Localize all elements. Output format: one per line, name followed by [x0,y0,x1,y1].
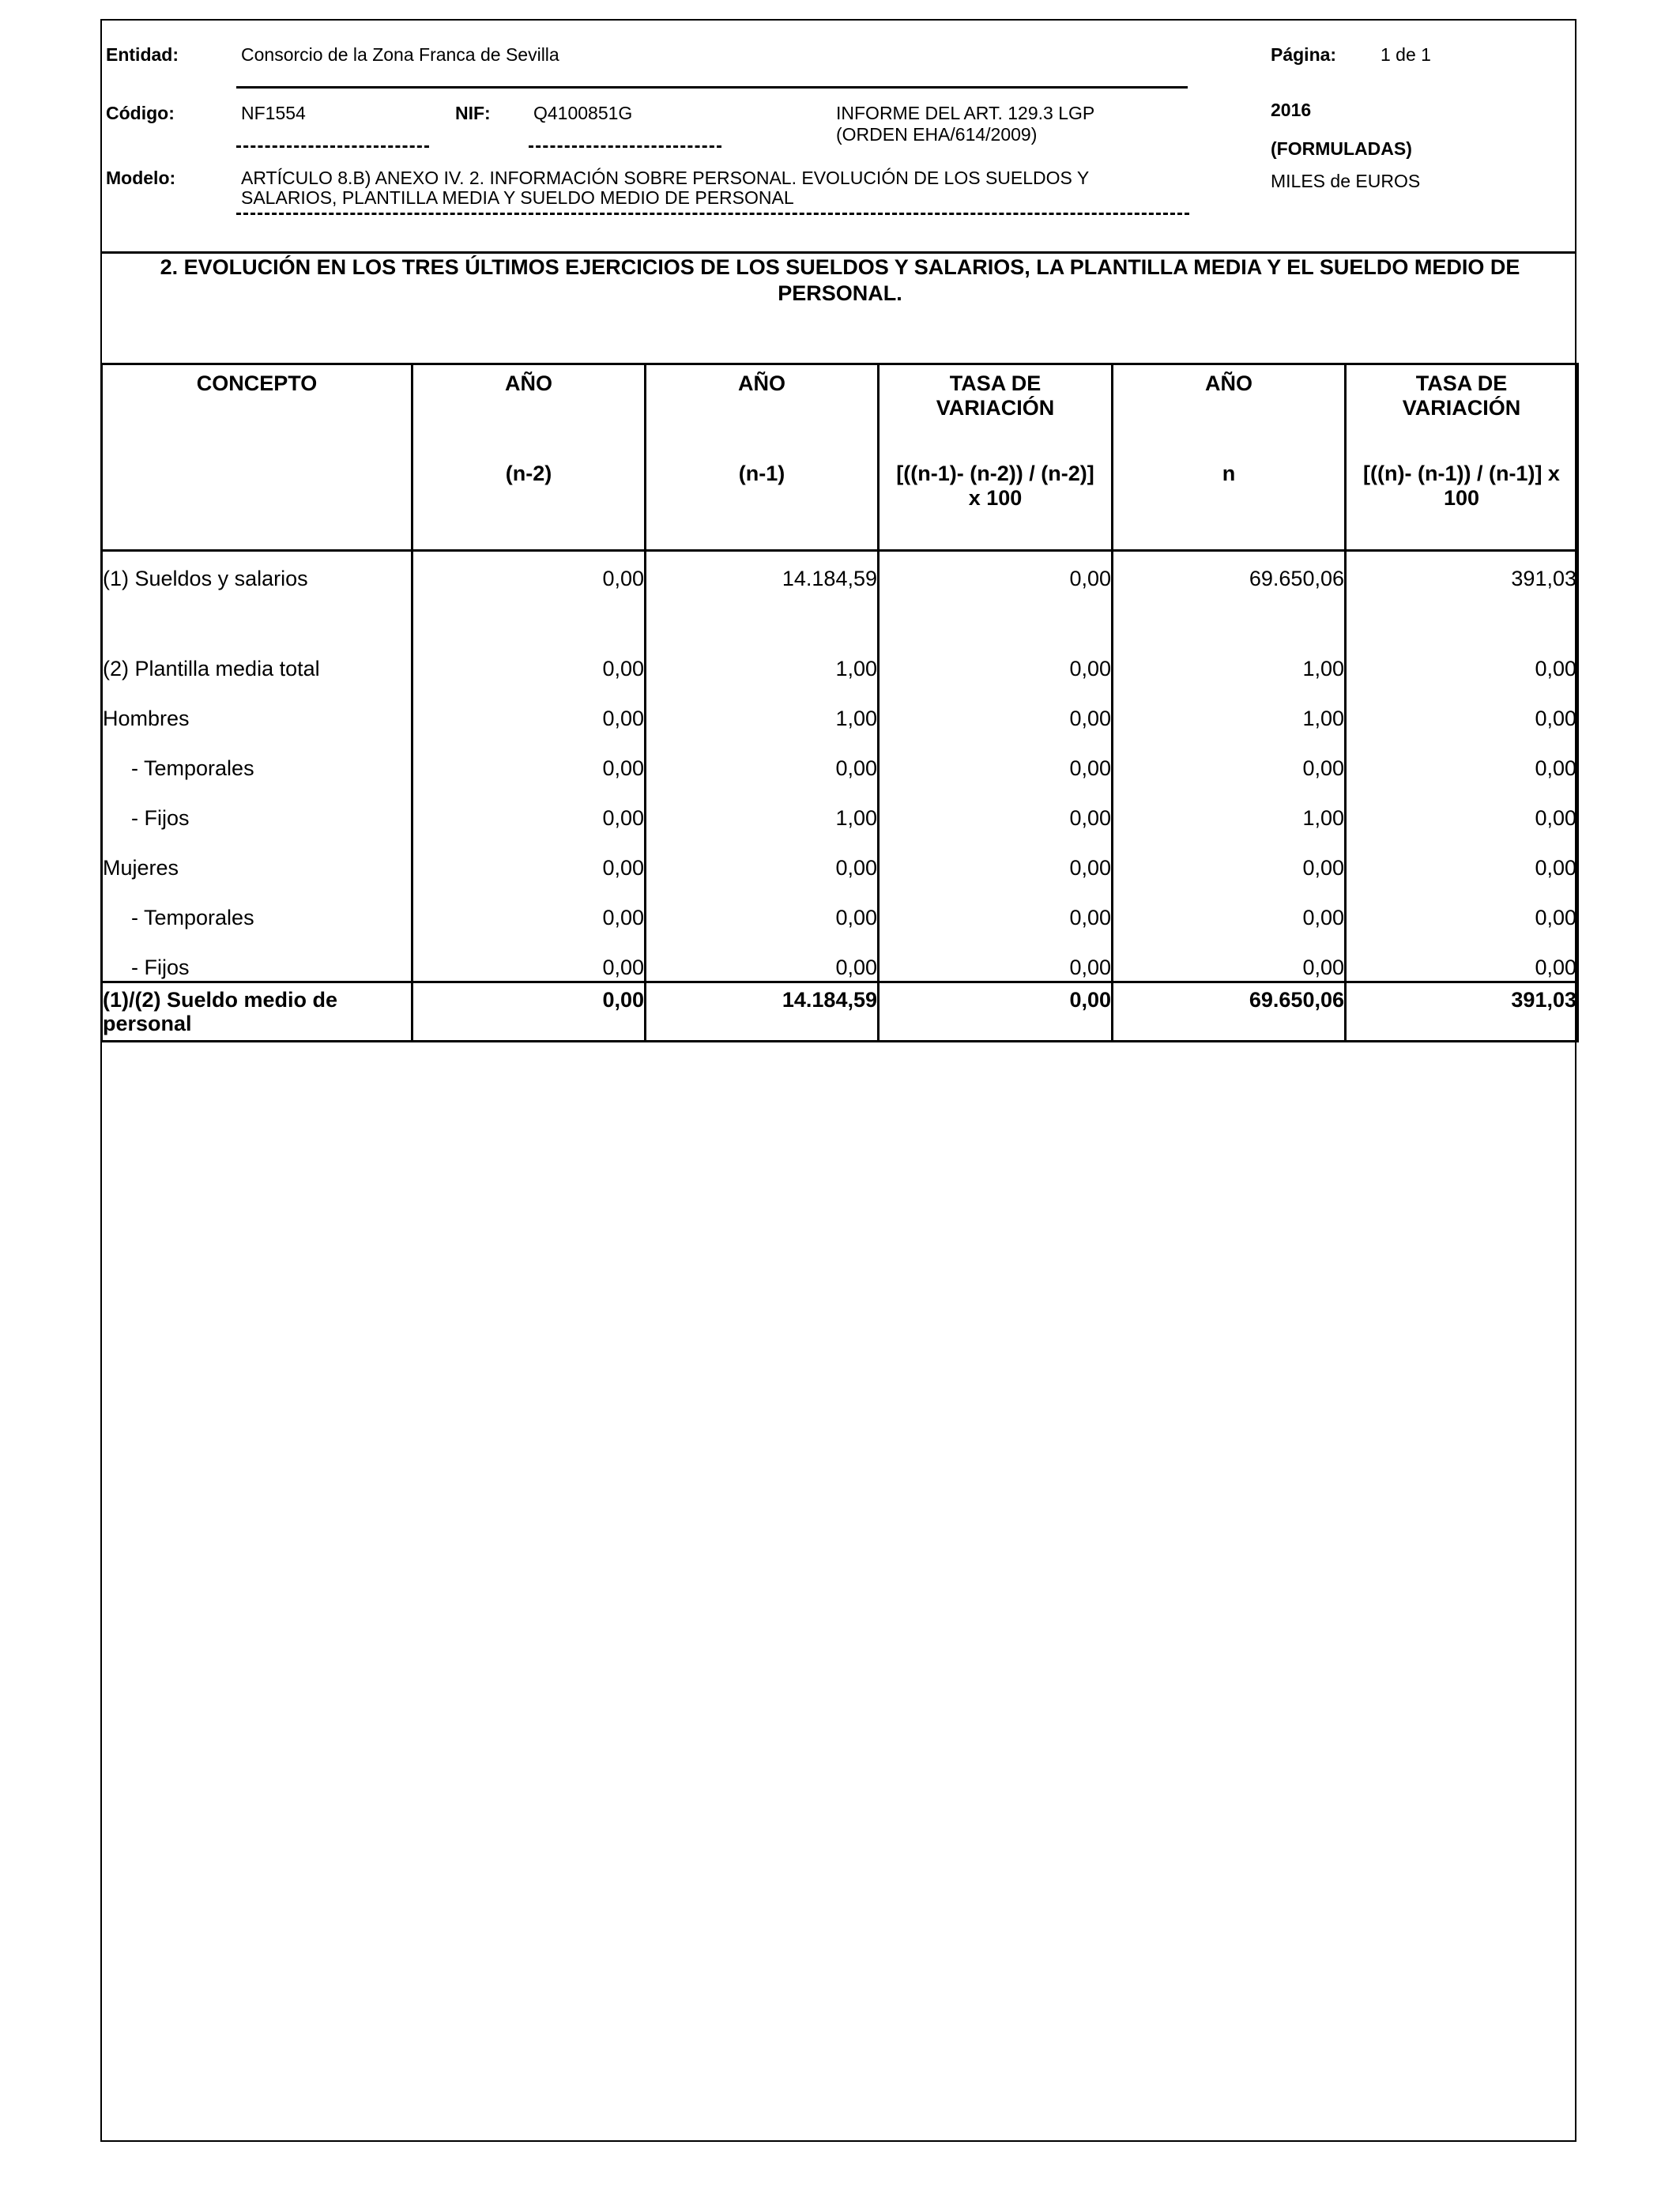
row-label: (1) Sueldos y salarios [103,567,308,590]
table-row [102,551,1578,651]
cell-value: 0,00 [1302,756,1344,780]
table-row [102,850,1578,899]
cell-value: 0,00 [602,806,644,830]
cell-value: 1,00 [835,806,877,830]
cell-value: 0,00 [1535,657,1576,680]
cell-value: 0,00 [1535,906,1576,929]
informe-line1: INFORME DEL ART. 129.3 LGP [836,103,1095,123]
cell-value: 0,00 [1302,856,1344,880]
cell-value: 0,00 [1302,956,1344,979]
section-title [119,254,1561,307]
modelo-line2: SALARIOS, PLANTILLA MEDIA Y SUELDO MEDIO DE PERSONAL [241,187,794,208]
cell-value: 1,00 [1302,657,1344,680]
cell-value: 69.650,06 [1249,567,1344,590]
row-label: - Fijos [131,806,190,830]
row-label: (2) Plantilla media total [103,657,320,680]
section-title-line2: PERSONAL. [778,281,902,305]
cell-value: 0,00 [602,567,644,590]
cell-value: 1,00 [835,707,877,730]
cell-value: 0,00 [1069,756,1111,780]
cell-value: 0,00 [835,906,877,929]
col-header-year-n2: AÑO (n-2) [412,364,646,551]
cell-value: 0,00 [602,906,644,929]
cell-value: 0,00 [602,956,644,979]
cell-value: 14.184,59 [782,567,877,590]
col-header-year-n: AÑO n [1113,364,1346,551]
cell-value: 0,00 [1535,707,1576,730]
table-row [102,800,1578,850]
cell-value: 0,00 [835,756,877,780]
cell-value: 0,00 [602,756,644,780]
total-value: 0,00 [602,988,644,1012]
pagina-label: Página: [1271,44,1337,65]
codigo-underline [236,145,429,148]
col-header-rate-1: TASA DE VARIACIÓN [((n-1)- (n-2)) / (n-2)] x 100 [879,364,1113,551]
cell-value: 1,00 [1302,707,1344,730]
row-label: - Fijos [131,956,190,979]
units: MILES de EUROS [1271,171,1421,191]
cell-value: 0,00 [602,707,644,730]
nif-underline [529,145,721,148]
col-header-concepto: CONCEPTO [102,364,412,551]
pagina-value: 1 de 1 [1381,44,1431,65]
personnel-table [100,363,1579,1042]
cell-value: 0,00 [1069,707,1111,730]
table-row [102,899,1578,949]
cell-value: 0,00 [602,856,644,880]
entidad-value: Consorcio de la Zona Franca de Sevilla [241,44,559,65]
col-header-rate-2: TASA DE VARIACIÓN [((n)- (n-1)) / (n-1)] x 100 [1346,364,1578,551]
total-value: 391,03 [1511,988,1576,1012]
total-row [102,982,1578,1042]
col-header-year-n1: AÑO (n-1) [646,364,879,551]
row-label: - Temporales [131,906,254,929]
cell-value: 0,00 [1069,906,1111,929]
cell-value: 0,00 [1069,856,1111,880]
cell-value: 0,00 [835,956,877,979]
informe-line2: (ORDEN EHA/614/2009) [836,124,1038,145]
cell-value: 0,00 [602,657,644,680]
cell-value: 0,00 [1069,567,1111,590]
cell-value: 0,00 [1535,756,1576,780]
row-label: Mujeres [103,856,179,880]
total-value: 0,00 [1069,988,1111,1012]
cell-value: 0,00 [835,856,877,880]
codigo-label: Código: [106,103,175,123]
cell-value: 0,00 [1535,806,1576,830]
cell-value: 1,00 [1302,806,1344,830]
cell-value: 391,03 [1511,567,1576,590]
table-row [102,700,1578,750]
row-label: - Temporales [131,756,254,780]
header-rule [236,86,1188,89]
table-row [102,650,1578,700]
table-header-row [102,364,1578,551]
entidad-label: Entidad: [106,44,179,65]
table-row [102,949,1578,982]
modelo-label: Modelo: [106,168,176,188]
cell-value: 1,00 [835,657,877,680]
year: 2016 [1271,100,1312,120]
cell-value: 0,00 [1069,657,1111,680]
nif-value: Q4100851G [533,103,633,123]
cell-value: 0,00 [1069,956,1111,979]
nif-label: NIF: [455,103,491,123]
total-value: 14.184,59 [782,988,877,1012]
section-title-line1: 2. EVOLUCIÓN EN LOS TRES ÚLTIMOS EJERCICIOS DE LOS SUELDOS Y SALARIOS, LA PLANTILLA MEDIA Y EL SUELDO MEDIO DE [160,255,1520,279]
formuladas: (FORMULADAS) [1271,138,1412,159]
row-label: Hombres [103,707,190,730]
codigo-value: NF1554 [241,103,306,123]
modelo-line1: ARTÍCULO 8.B) ANEXO IV. 2. INFORMACIÓN SOBRE PERSONAL. EVOLUCIÓN DE LOS SUELDOS Y [241,168,1090,188]
total-label: (1)/(2) Sueldo medio de personal [103,988,338,1035]
modelo-underline [236,213,1189,215]
total-value: 69.650,06 [1249,988,1344,1012]
cell-value: 0,00 [1069,806,1111,830]
cell-value: 0,00 [1535,856,1576,880]
table-row [102,750,1578,800]
cell-value: 0,00 [1302,906,1344,929]
cell-value: 0,00 [1535,956,1576,979]
